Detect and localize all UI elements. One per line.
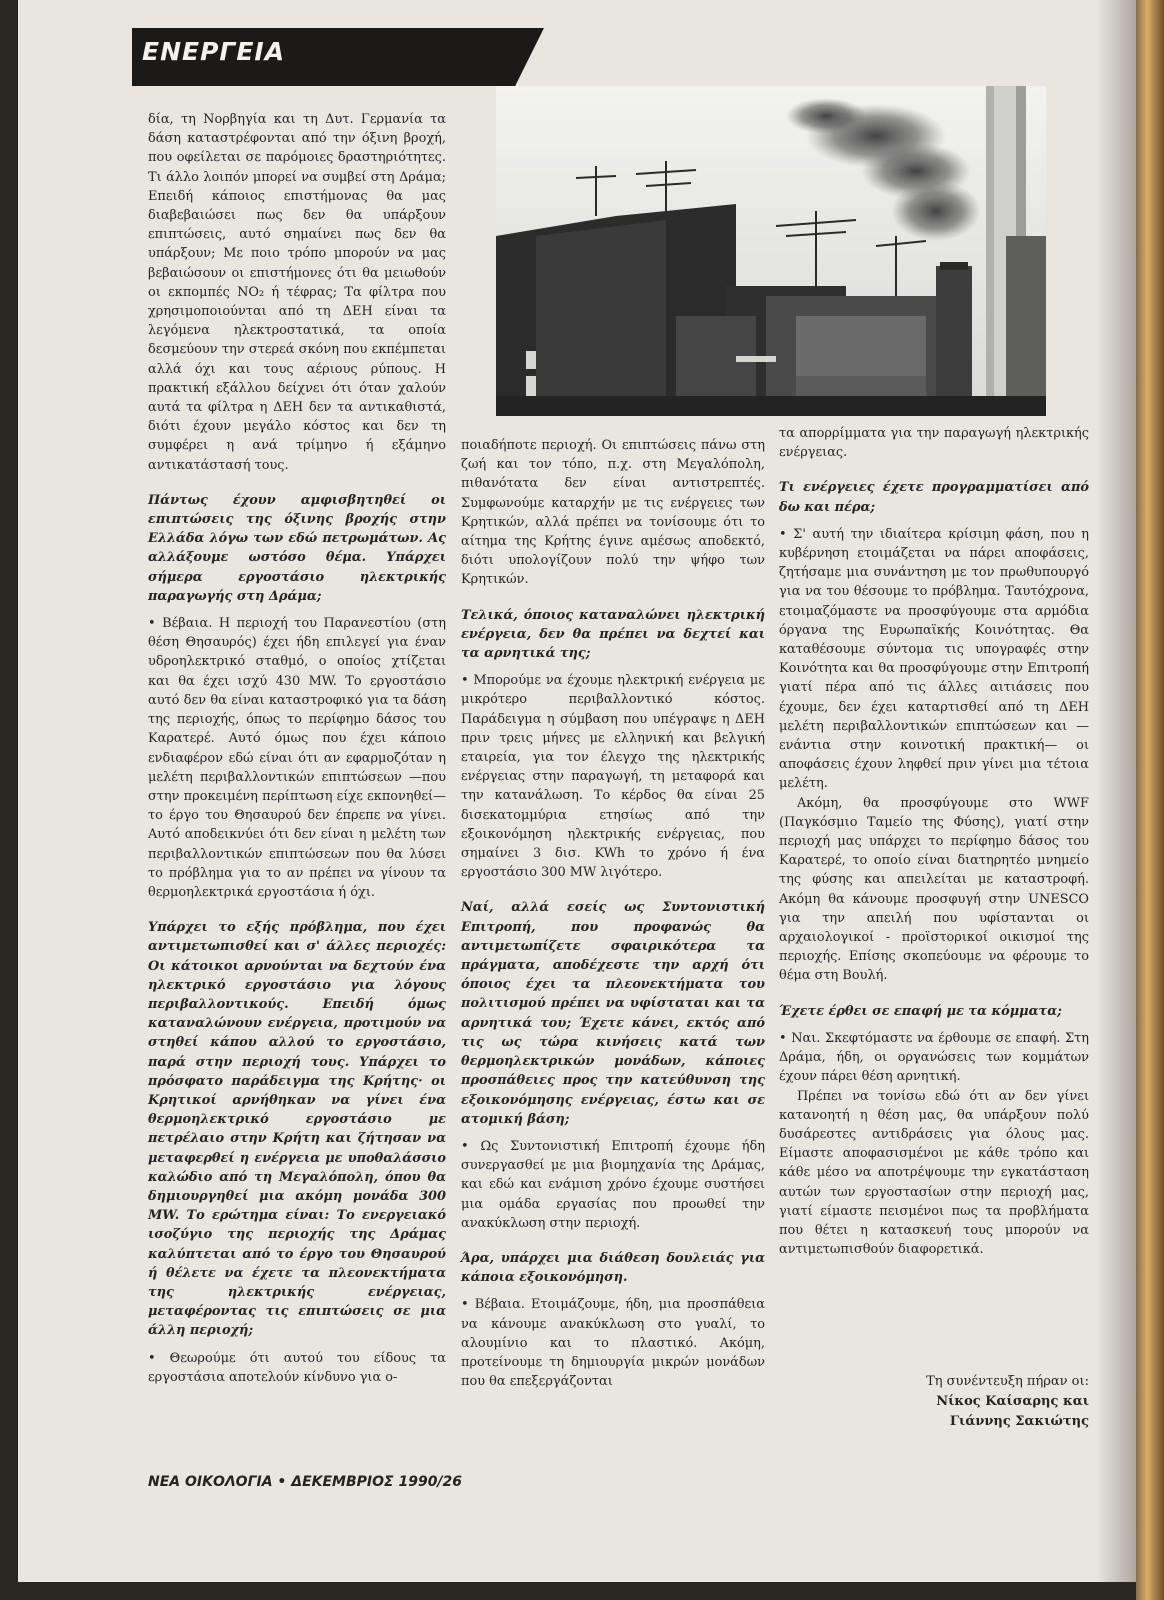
section-title: ΕΝΕΡΓΕΙΑ xyxy=(142,37,286,66)
interview-answer: • Βέβαια. Η περιοχή του Παρανεστίου (στη θέση Θησαυρός) έχει ήδη επιλεγεί για έναν υδροηλεκτρικό σταθμό, ο οποίος χτίζεται και θα έχει ισχύ 430 MW. Το εργοστάσιο αυτό δεν θα είναι καταστροφικό για τα δάση της περιοχής, όπως το περίφημο δάσος του Καρατερέ. Αυτό όμως που έχει κάποιο ενδιαφέρον εδώ είναι ότι αν εφαρμοζόταν η μελέτη περιβαλλοντικών επιπτώσεων —που στην προκειμένη περίπτωση είχε εκπονηθεί— το έργο του Θησαυρού δεν έπρεπε να γίνει. Αυτό αποδεικνύει ότι δεν είναι η μελέτη των περιβαλλοντικών επιπτώσεων που θα λύσει το πρόβλημα για το αν πρέπει να γίνουν τα θερμοηλεκτρικά εργοστάσια ή όχι. xyxy=(148,616,446,900)
body-paragraph: Πρέπει να τονίσω εδώ ότι αν δεν γίνει κατανοητή η θέση μας, θα υπάρξουν πολύ δυσάρεστες αντιδράσεις για όλους μας. Είμαστε αποφασισμένοι με κάθε τρόπο και κάθε μέσο να αποτρέψουμε την εγκατάσταση αυτών των εργοστασίων στην περιοχή μας, γιατί είμαστε πεισμένοι πως τα προβλήματα που θέτει η κατασκευή τους μπορούν να αντιμετωπισθούν διαφορετικά. xyxy=(779,1088,1089,1258)
interview-question: Ναί, αλλά εσείς ως Συντονιστική Επιτροπή, που προφανώς θα αντιμετωπίζετε σφαιρικότερα τα πράγματα, αποδέχεστε την αρχή ότι όποιος έχει τα πλεονεκτήματα του πολιτισμού πρέπει να υφίσταται και τα αρνητικά του; Έχετε κάνει, εκτός από τις ως τώρα κινήσεις κατά των θερμοηλεκτρικών μονάδων, κάποιες προσπάθειες προς την κατεύθυνση της εξοικονόμησης ενέργειας, έστω και σε ατομική βάση; xyxy=(461,900,765,1127)
interview-question: Έχετε έρθει σε επαφή με τα κόμματα; xyxy=(779,1003,1062,1019)
credits-name-2: Γιάννης Σακιώτης xyxy=(949,1414,1089,1429)
interview-answer: • Ναι. Σκεφτόμαστε να έρθουμε σε επαφή. Στη Δράμα, ήδη, οι οργανώσεις των κομμάτων έχουν πάρει θέση αρνητική. xyxy=(779,1030,1089,1085)
body-paragraph: δία, τη Νορβηγία και τη Δυτ. Γερμανία τα δάση καταστρέφονται από την όξινη βροχή, που οφείλεται σε παρόμοιες δραστηριότητες. Τι άλλο λοιπόν μπορεί να συμβεί στη Δράμα; Επειδή κάποιος επιστήμονας θα μας διαβεβαιώσει πως δεν θα υπάρξουν επιπτώσεις, αυτό σημαίνει πως δεν θα υπάρξουν; Με ποιο τρόπο μπορούν να μας βεβαιώσουν οι επιστήμονες ότι θα μειωθούν οι εκπομπές NO₂ ή τέφρας; Τα φίλτρα που χρησιμοποιούνται από τη ΔΕΗ είναι τα λεγόμενα ηλεκτροστατικά, τα οποία δεσμεύουν την στερεά σκόνη που εκπέμπεται αλλά όχι και τους αέριους ρύπους. Η πρακτική εξάλλου δείχνει ότι όταν χαλούν αυτά τα φίλτρα η ΔΕΗ δεν τα αντικαθιστά, διότι έχουν μεγάλο κόστος και δεν τη συμφέρει η ανά τρίμηνο ή εξάμηνο αντικατάστασή τους. xyxy=(148,112,446,473)
column-1 xyxy=(148,110,446,1387)
column-3 xyxy=(779,424,1089,1259)
body-paragraph: τα απορρίμματα για την παραγωγή ηλεκτρικής ενέργειας. xyxy=(779,426,1089,461)
credits-intro: Τη συνέντευξη πήραν οι: xyxy=(926,1374,1089,1389)
credits-name-1: Νίκος Καίσαρης και xyxy=(936,1394,1089,1409)
interview-answer: • Ως Συντονιστική Επιτροπή έχουμε ήδη συνεργασθεί με μια βιομηχανία της Δράμας, και εδώ και ενάμιση χρόνο έχουμε συστήσει μια ομάδα εργασίας που προωθεί την ανακύκλωση στην περιοχή. xyxy=(461,1138,765,1231)
page-footer: ΝΕΑ ΟΙΚΟΛΟΓΙΑ • ΔΕΚΕΜΒΡΙΟΣ 1990/26 xyxy=(148,1474,463,1490)
interview-answer: • Σ' αυτή την ιδιαίτερα κρίσιμη φάση, που η κυβέρνηση ετοιμάζεται να πάρει αποφάσεις, ζητήσαμε μια συνάντηση με τον πρωθυπουργό για να του θέσουμε το πρόβλημα. Ταυτόχρονα, ετοιμαζόμαστε να προσφύγουμε στα αρμόδια όργανα της Ευρωπαϊκής Κοινότητας. Θα καταθέσουμε σύντομα τις υπογραφές στην Κοινότητα και θα προσφύγουμε στην Επιτροπή γιατί πέρα από τις άλλες αιτιάσεις που έχουμε, δεν έχει καταρτισθεί από τη ΔΕΗ μελέτη περιβαλλοντικών επιπτώσεων και —ενάντια στην κοινοτική πρακτική— οι αποφάσεις έχουν ληφθεί πριν γίνει μια τέτοια μελέτη. xyxy=(779,526,1089,792)
interview-question: Άρα, υπάρχει μια διάθεση δουλειάς για κάποια εξοικονόμηση. xyxy=(461,1250,765,1286)
interview-credits xyxy=(779,1372,1089,1432)
interview-answer: • Μπορούμε να έχουμε ηλεκτρική ενέργεια με μικρότερο περιβαλλοντικό κόστος. Παράδειγμα η σύμβαση που υπέγραψε η ΔΕΗ πριν τρεις μήνες με ελληνική και βελγική εταιρεία, για τον έλεγχο της ηλεκτρικής ενέργειας στην παραγωγή, τη μεταφορά και την κατανάλωση. Το κέρδος θα είναι 25 δισεκατομμύρια ετησίως από την εξοικονόμηση ηλεκτρικής ενέργειας, που σημαίνει 3 δισ. KWh το χρόνο ή ένα εργοστάσιο 300 MW λιγότερο. xyxy=(461,673,765,881)
magazine-page xyxy=(18,0,1136,1582)
interview-question: Πάντως έχουν αμφισβητηθεί οι επιπτώσεις της όξινης βροχής στην Ελλάδα λόγω των εδώ πετρωμάτων. Ας αλλάξουμε ωστόσο θέμα. Υπάρχει σήμερα εργοστάσιο ηλεκτρικής παραγωγής στη Δράμα; xyxy=(148,492,446,604)
body-paragraph: ποιαδήποτε περιοχή. Οι επιπτώσεις πάνω στη ζωή και τον τόπο, π.χ. στη Μεγαλόπολη, πιθανότατα δεν είναι αντιστρεπτές. Συμφωνούμε καταρχήν με τις ενέργειες των Κρητικών, αλλά πρέπει να τονίσουμε ότι το αίτημα της Κρήτης έγινε αμέσως αποδεκτό, διότι υπολογίζουν πολύ την ψήφο των Κρητικών. xyxy=(461,438,765,588)
photo-power-plant-chimney xyxy=(496,86,1046,416)
book-spine xyxy=(1136,0,1164,1600)
interview-answer: • Βέβαια. Ετοιμάζουμε, ήδη, μια προσπάθεια να κάνουμε ανακύκλωση στο γυαλί, το αλουμίνιο και το πλαστικό. Ακόμη, προτείνουμε τη δημιουργία μικρών μονάδων που θα επεξεργάζονται xyxy=(461,1297,765,1390)
interview-question: Τι ενέργειες έχετε προγραμματίσει από δω και πέρα; xyxy=(779,480,1089,515)
body-paragraph: Ακόμη, θα προσφύγουμε στο WWF (Παγκόσμιο Ταμείο της Φύσης), γιατί στην περιοχή μας υπάρχει το περίφημο δάσος του Καρατερέ, το οποίο είναι διατηρητέο μνημείο της φύσης και απειλείται με καταστροφή. Ακόμη θα κάνουμε προσφυγή στην UNESCO για την απειλή που υφίστανται οι αρχαιολογικοί - προϊστορικοί οικισμοί της περιοχής. Επίσης σκοπεύουμε να φέρουμε το θέμα στη Βουλή. xyxy=(779,795,1089,984)
photo-illustration xyxy=(496,86,1046,416)
interview-question: Υπάρχει το εξής πρόβλημα, που έχει αντιμετωπισθεί και σ' άλλες περιοχές: Οι κάτοικοι αρνούνται να δεχτούν ένα ηλεκτρικό εργοστάσιο για λόγους περιβαλλοντικούς. Επειδή όμως καταναλώνουν ενέργεια, προτιμούν να στηθεί κάπου αλλού το εργοστάσιο, παρά στην περιοχή τους. Υπάρχει το πρόσφατο παράδειγμα της Κρήτης· οι Κρητικοί αρνήθηκαν να γίνει ένα θερμοηλεκτρικό εργοστάσιο με πετρέλαιο στην Κρήτη και ζήτησαν να μεταφερθεί η ενέργεια με υποθαλάσσιο καλώδιο από τη Μεγαλόπολη, όπου θα δημιουργηθεί μια ακόμη μονάδα 300 MW. Το ερώτημα είναι: Το ενεργειακό ισοζύγιο της περιοχής της Δράμας καλύπτεται από το έργο του Θησαυρού ή θέλετε να έχετε τα πλεονεκτήματα της ηλεκτρικής ενέργειας, μεταφέροντας τις επιπτώσεις σε μια άλλη περιοχή; xyxy=(148,920,446,1339)
interview-answer: • Θεωρούμε ότι αυτού του είδους τα εργοστάσια αποτελούν κίνδυνο για ο- xyxy=(148,1350,446,1385)
column-2 xyxy=(461,436,765,1391)
interview-question: Τελικά, όποιος καταναλώνει ηλεκτρική ενέργεια, δεν θα πρέπει να δεχτεί και τα αρνητικά της; xyxy=(461,607,765,662)
